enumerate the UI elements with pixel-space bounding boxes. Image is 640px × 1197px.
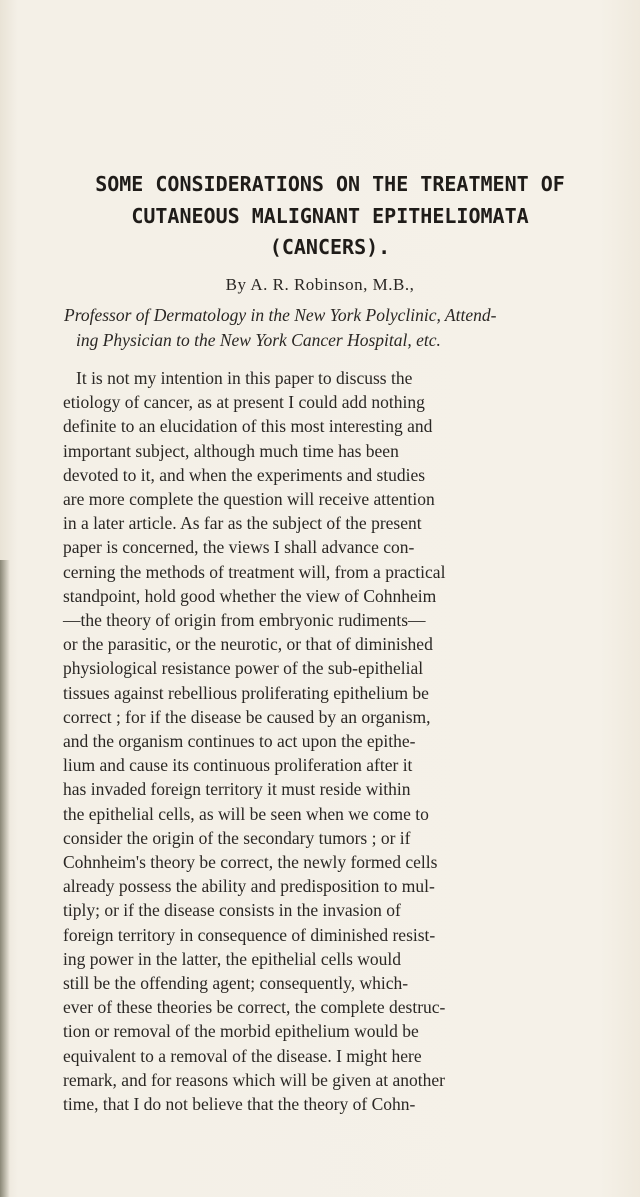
- body-line: ing power in the latter, the epithelial cells would: [63, 948, 402, 969]
- author-affiliation-line-2: ing Physician to the New York Cancer Hospital, etc.: [76, 330, 441, 350]
- body-line: or the parasitic, or the neurotic, or that of diminished: [63, 634, 433, 655]
- body-line: ever of these theories be correct, the complete destruc-: [63, 997, 446, 1018]
- body-line: standpoint, hold good whether the view of Cohnheim: [63, 585, 437, 606]
- body-line: paper is concerned, the views I shall advance con-: [63, 537, 415, 558]
- body-line: —the theory of origin from embryonic rudiments—: [63, 610, 426, 630]
- body-line: and the organism continues to act upon the epithe-: [63, 731, 416, 751]
- body-line: the epithelial cells, as will be seen when we come to: [63, 803, 429, 824]
- body-line: foreign territory in consequence of diminished resist-: [63, 924, 436, 945]
- body-line: definite to an elucidation of this most interesting and: [63, 416, 433, 437]
- body-line: equivalent to a removal of the disease. I might here: [63, 1045, 422, 1066]
- binding-shadow: [0, 560, 10, 1197]
- article-title-line-1: SOME CONSIDERATIONS ON THE TREATMENT OF: [95, 172, 565, 196]
- body-line: in a later article. As far as the subject of the present: [63, 513, 422, 534]
- author-byline: By A. R. Robinson, M.B.,: [225, 275, 415, 294]
- body-line: important subject, although much time has been: [63, 440, 399, 461]
- body-line: devoted to it, and when the experiments and studies: [63, 464, 426, 485]
- body-line: remark, and for reasons which will be given at another: [63, 1069, 445, 1090]
- body-line: consider the origin of the secondary tumors ; or if: [63, 827, 411, 848]
- body-line: correct ; for if the disease be caused by an organism,: [63, 706, 431, 727]
- body-line: already possess the ability and predisposition to mul-: [63, 876, 435, 897]
- body-line: still be the offending agent; consequently, which-: [63, 973, 409, 993]
- body-line: It is not my intention in this paper to discuss the: [76, 368, 413, 388]
- article-title-line-3: (CANCERS).: [269, 235, 391, 259]
- body-line: are more complete the question will receive attention: [63, 489, 435, 509]
- body-line: tiply; or if the disease consists in the invasion of: [63, 900, 401, 921]
- body-line: has invaded foreign territory it must reside within: [63, 779, 411, 800]
- article-title-line-2: CUTANEOUS MALIGNANT EPITHELIOMATA: [131, 204, 529, 228]
- body-line: lium and cause its continuous proliferation after it: [63, 755, 413, 776]
- author-affiliation-line-1: Professor of Dermatology in the New York Polyclinic, Attend-: [64, 305, 497, 325]
- body-line: time, that I do not believe that the theory of Cohn-: [63, 1094, 416, 1114]
- body-line: etiology of cancer, as at present I could add nothing: [63, 392, 425, 413]
- body-line: Cohnheim's theory be correct, the newly formed cells: [63, 852, 438, 872]
- body-line: tion or removal of the morbid epithelium would be: [63, 1021, 419, 1042]
- body-line: tissues against rebellious proliferating epithelium be: [63, 682, 429, 703]
- body-line: cerning the methods of treatment will, from a practical: [63, 561, 446, 582]
- body-line: physiological resistance power of the sub-epithelial: [63, 658, 424, 679]
